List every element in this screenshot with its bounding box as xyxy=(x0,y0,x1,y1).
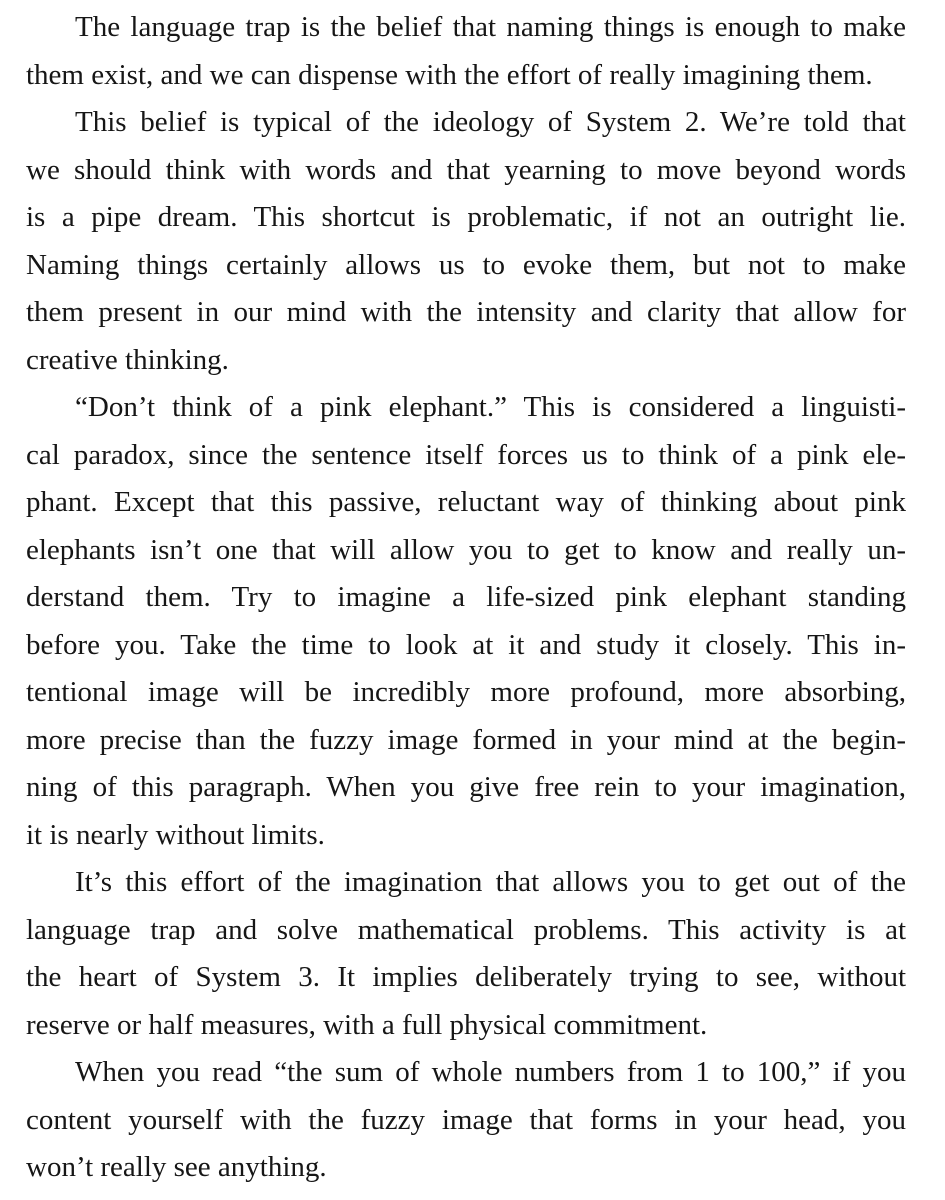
text-line: It’s this effort of the imagination that allows you to get out of the xyxy=(75,866,906,898)
paragraph-language-trap xyxy=(26,4,906,99)
text-line: won’t really see anything. xyxy=(26,1151,327,1183)
book-page xyxy=(26,4,906,1192)
text-line: we should think with words and that yearning to move beyond words xyxy=(26,153,906,186)
text-line: The language trap is the belief that naming things is enough to make xyxy=(75,11,906,43)
text-line: reserve or half measures, with a full physical commitment. xyxy=(26,1008,708,1041)
text-line: language trap and solve mathematical problems. This activity is at xyxy=(26,913,906,946)
text-line: is a pipe dream. This shortcut is problematic, if not an outright lie. xyxy=(26,201,906,233)
text-line: “Don’t think of a pink elephant.” This is considered a linguisti- xyxy=(75,391,906,423)
text-line: phant. Except that this passive, reluctant way of thinking about pink xyxy=(26,486,906,518)
text-line: derstand them. Try to imagine a life-sized pink elephant standing xyxy=(26,581,906,613)
text-line: it is nearly without limits. xyxy=(26,818,325,851)
text-line: Naming things certainly allows us to evoke them, but not to make xyxy=(26,248,906,281)
text-line: ning of this paragraph. When you give free rein to your imagination, xyxy=(26,771,906,803)
text-line: them exist, and we can dispense with the effort of really imagining them. xyxy=(26,58,873,91)
text-line: When you read “the sum of whole numbers from 1 to 100,” if you xyxy=(75,1056,906,1088)
text-line: before you. Take the time to look at it and study it closely. This in- xyxy=(26,628,906,661)
text-line: This belief is typical of the ideology of System 2. We’re told that xyxy=(75,106,906,138)
paragraph-system-3 xyxy=(26,859,906,1049)
text-line: creative thinking. xyxy=(26,343,229,376)
paragraph-sum-of-numbers xyxy=(26,1049,906,1192)
text-line: the heart of System 3. It implies deliberately trying to see, without xyxy=(26,961,906,993)
text-line: them present in our mind with the intensity and clarity that allow for xyxy=(26,296,906,328)
paragraph-system-2 xyxy=(26,99,906,384)
text-line: elephants isn’t one that will allow you to get to know and really un- xyxy=(26,533,906,566)
text-line: cal paradox, since the sentence itself forces us to think of a pink ele- xyxy=(26,438,906,471)
paragraph-pink-elephant xyxy=(26,384,906,859)
text-line: tentional image will be incredibly more profound, more absorbing, xyxy=(26,676,906,708)
text-line: more precise than the fuzzy image formed in your mind at the begin- xyxy=(26,723,906,756)
text-line: content yourself with the fuzzy image that forms in your head, you xyxy=(26,1103,906,1136)
